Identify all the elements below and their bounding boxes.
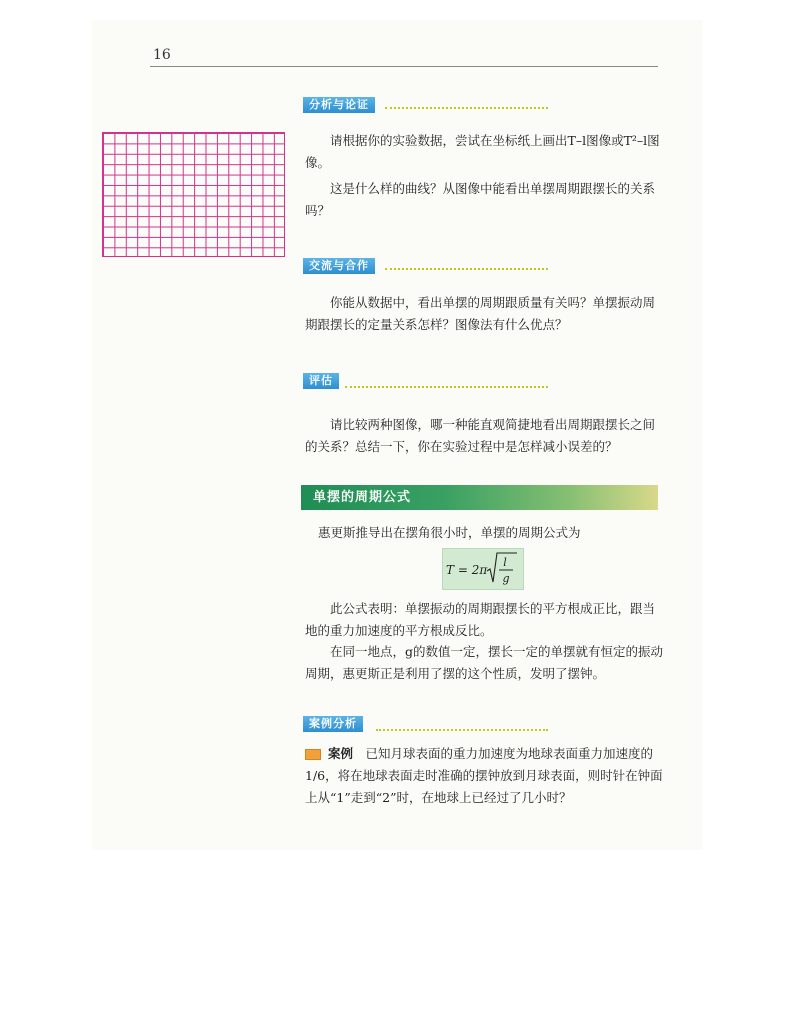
section-label-analysis: 分析与论证	[303, 97, 375, 113]
case-word: 案例	[328, 746, 354, 761]
case-paragraph	[305, 743, 665, 809]
formula-lhs: T = 2π	[446, 563, 488, 577]
formula-intro: 惠更斯推导出在摆角很小时，单摆的周期公式为	[318, 525, 581, 540]
evaluate-paragraph-1: 请比较两种图像，哪一种能直观简捷地看出周期跟摆长之间的关系？总结一下，你在实验过程中是怎样减小误差的？	[305, 417, 656, 454]
formula-paragraph-1: 此公式表明：单摆振动的周期跟摆长的平方根成正比，跟当地的重力加速度的平方根成反比。	[305, 601, 656, 638]
section-rule-analysis	[385, 107, 548, 109]
formula-numerator: l	[503, 556, 507, 569]
section-rule-evaluate	[345, 386, 548, 388]
period-formula	[442, 548, 524, 590]
analysis-paragraph-1: 请根据你的实验数据，尝试在坐标纸上画出T–l图像或T²–l图像。	[305, 133, 660, 170]
formula-paragraph-2: 在同一地点，g的数值一定，摆长一定的单摆就有恒定的振动周期，惠更斯正是利用了摆的这个性质，发明了摆钟。	[305, 644, 664, 681]
exchange-paragraph-1: 你能从数据中，看出单摆的周期跟质量有关吗？单摆振动周期跟摆长的定量关系怎样？图像法有什么优点？	[305, 295, 656, 332]
graph-paper	[102, 132, 285, 257]
analysis-paragraph-2: 这是什么样的曲线？从图像中能看出单摆周期跟摆长的关系吗？	[305, 181, 656, 218]
page-number: 16	[153, 47, 171, 63]
band-title: 单摆的周期公式	[313, 490, 412, 505]
section-rule-exchange	[385, 268, 548, 270]
section-label-case: 案例分析	[303, 716, 363, 732]
header-rule	[150, 66, 658, 67]
formula-graphic	[443, 549, 523, 589]
formula-denominator: g	[502, 572, 510, 585]
section-rule-case	[376, 729, 548, 731]
section-label-evaluate: 评估	[303, 373, 339, 389]
case-text: 已知月球表面的重力加速度为地球表面重力加速度的1/6，将在地球表面走时准确的摆钟放到月球表面，则时针在钟面上从“1”走到“2”时，在地球上已经过了几小时？	[305, 746, 663, 805]
section-label-exchange: 交流与合作	[303, 258, 375, 274]
section-band-period-formula	[301, 485, 658, 510]
